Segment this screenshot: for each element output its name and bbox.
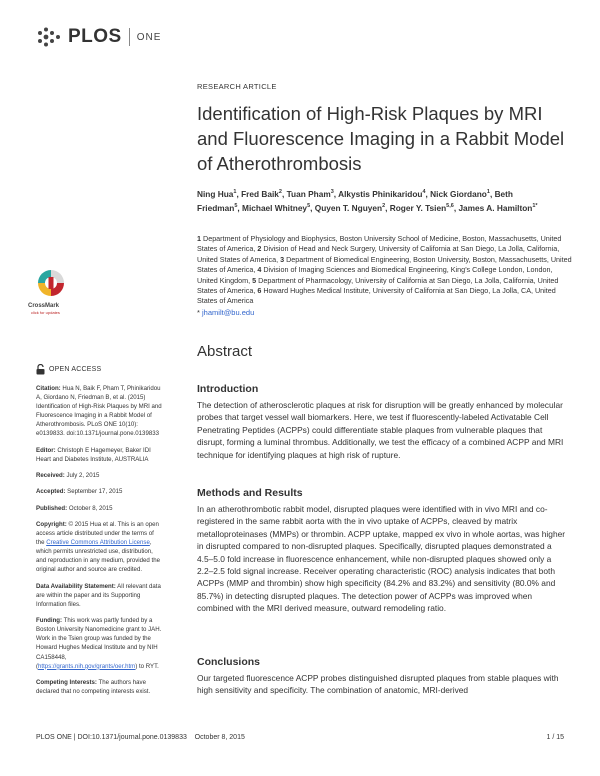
conclusions-text: Our targeted fluorescence ACPP probes distinguished disrupted plaques from stable plaques with high sensitivity and specificity. The combination of anatomic, MRI-derived bbox=[197, 673, 559, 696]
journal-name: ONE bbox=[136, 31, 162, 43]
plos-dots-icon bbox=[36, 27, 64, 47]
author-affiliation-mark: 3 bbox=[330, 189, 334, 195]
copyright-block: Copyright: © 2015 Hua et al. This is an open access article distributed under the terms of the Creative Commons Attribution License, which permits unrestricted use, distribution, and reproduction in any medium, provided the original author and source are credited. bbox=[36, 520, 160, 574]
affiliation-text: Department of Biomedical Engineering, Boston University, Boston, Massachusetts, United States of America, bbox=[197, 254, 572, 275]
introduction-heading: Introduction bbox=[197, 383, 259, 395]
article-type: RESEARCH ARTICLE bbox=[197, 82, 277, 91]
accepted-block: Accepted: September 17, 2015 bbox=[36, 488, 123, 496]
author-name: Nick Giordano bbox=[430, 188, 487, 199]
open-access-label: OPEN ACCESS bbox=[49, 365, 102, 373]
open-lock-icon bbox=[36, 364, 45, 375]
cc-license-link[interactable]: Creative Commons Attribution License bbox=[46, 539, 150, 547]
author-name: Quyen T. Nguyen bbox=[314, 202, 383, 213]
author-affiliation-mark: 1 bbox=[486, 189, 490, 195]
published-block: Published: October 8, 2015 bbox=[36, 504, 113, 512]
author-affiliation-mark: 5 bbox=[307, 203, 311, 210]
editor-block: Editor: Christoph E Hagemeyer, Baker IDI Heart and Diabetes Institute, AUSTRALIA bbox=[36, 446, 151, 463]
received-block: Received: July 2, 2015 bbox=[36, 472, 100, 480]
author-name: Alkystis Phinikaridou bbox=[338, 188, 423, 199]
affiliation-number: 1 bbox=[197, 234, 203, 243]
affiliation-text: Howard Hughes Medical Institute, University of California at San Diego, La Jolla, CA, United States of America bbox=[197, 286, 556, 306]
author-name: Michael Whitney bbox=[242, 202, 308, 213]
author-affiliation-mark: 1* bbox=[532, 203, 538, 210]
crossmark-sublabel[interactable]: click for updates bbox=[31, 310, 60, 315]
author-name: Fred Baik bbox=[241, 188, 279, 199]
affiliation-text: Division of Imaging Sciences and Biomedical Engineering, King’s College London, London, United Kingdom, bbox=[197, 265, 553, 285]
corresponding-mark: * bbox=[197, 308, 200, 317]
author-affiliation-mark: 5 bbox=[234, 203, 238, 210]
author-affiliation-mark: 4 bbox=[422, 189, 426, 195]
funding-link[interactable]: https://grants.nih.gov/grants/oer.htm bbox=[38, 662, 136, 670]
author-name: Beth Friedman bbox=[197, 188, 513, 213]
page-number: 1 / 15 bbox=[546, 734, 564, 741]
author-name: Tuan Pham bbox=[286, 188, 331, 199]
footer-citation bbox=[36, 734, 245, 741]
author-affiliation-mark: 5,6 bbox=[446, 203, 454, 210]
affiliation-text: Division of Head and Neck Surgery, University of California at San Diego, La Jolla, California, United States of America, bbox=[197, 244, 560, 264]
author-affiliation-mark: 2 bbox=[278, 189, 282, 195]
crossmark-icon[interactable] bbox=[36, 268, 66, 302]
affiliation-text: Department of Pharmacology, University of California at San Diego, La Jolla, California, United States of America, bbox=[197, 275, 559, 296]
author-name: James A. Hamilton bbox=[458, 202, 533, 213]
abstract-heading: Abstract bbox=[197, 343, 253, 360]
competing-interests-block: Competing Interests: The authors have declared that no competing interests exist. bbox=[36, 678, 151, 696]
logo-divider bbox=[129, 28, 130, 46]
author-name: Ning Hua bbox=[197, 188, 234, 199]
author-affiliation-mark: 1 bbox=[233, 189, 237, 195]
affiliation-number: 6 bbox=[257, 286, 264, 296]
methods-heading: Methods and Results bbox=[197, 487, 303, 499]
affiliation-text: Department of Physiology and Biophysics, Boston University School of Medicine, Boston, Massachusetts, United States of America, bbox=[197, 234, 562, 254]
conclusions-heading: Conclusions bbox=[197, 656, 261, 668]
footer-date: October 8, 2015 bbox=[194, 734, 245, 741]
author-list: Ning Hua$^1$, Fred Baik$^2$, Tuan Pham$^3$, Alkystis Phinikaridou$^4$, Nick Giordano$^1$, Beth Friedman$^5$, Michael Whitney$^5$, Quyen T. Nguyen$^2$, Roger Y. Tsien$^{5,6}$, James A. Hamilton$^{1*}$ bbox=[197, 188, 538, 213]
corresponding-author bbox=[197, 308, 254, 317]
journal-logo bbox=[36, 26, 161, 48]
methods-text: In an atherothrombotic rabbit model, disrupted plaques were identified with in vivo MRI and co-registered in the same rabbit aorta with the in vivo uptake of ACPPs, cleaved by matrix metalloproteinases (MMPs) or thrombin. ACPP uptake, mapped ex vivo in whole aortas, was higher in disrupted compared to non-disrupted plaques. Specifically, disrupted plaques demonstrated a 4.5–5.0 fold increase in fluorescence enhancement, while non-disrupted plaques showed only a 2.2–2.5 fold signal increase. Receiver operating characteristic (ROC) analysis indicates that both ACPPs (MMP and thrombin) show high specificity (84.2% and 83.2%) and sensitivity (80.0% and 85.7%) in detecting disrupted plaques. The detection power of ACPPs was improved when combined with the MRI derived measure, outward remodeling ratio. bbox=[197, 504, 566, 614]
affiliation-number: 5 bbox=[252, 275, 259, 285]
affiliations bbox=[197, 234, 572, 307]
citation-block: Citation: Hua N, Baik F, Pham T, Phinikaridou A, Giordano N, Friedman B, et al. (2015) Identification of High-Risk Plaques by MRI and Fluorescence Imaging in a Rabbit Model of Atherothrombosis. PLoS ONE 10(10): e0139833. doi:10.1371/journal.pone.0139833 bbox=[36, 385, 162, 438]
affiliation-number: 3 bbox=[280, 254, 287, 264]
article-title: Identification of High-Risk Plaques by MRI and Fluorescence Imaging in a Rabbit Model of Atherothrombosis bbox=[197, 103, 565, 174]
corresponding-email-link[interactable]: jhamilt@bu.edu bbox=[202, 308, 255, 317]
introduction-text: The detection of atherosclerotic plaques at risk for disruption will be greatly enhanced by molecular probes that target vessel wall biomarkers. Here, we test if fluorescently-labeled Activatable Cell Penetrating Peptides (ACPPs) could differentiate stable plaques from vulnerable plaques that disrupt, forming a luminal thrombus. Additionally, we test the efficacy of a combined ACPP and MRI technique for identifying plaques at high risk of rupture. bbox=[197, 400, 564, 460]
data-availability-block: Data Availability Statement: All relevant data are within the paper and its Supporting Information files. bbox=[36, 582, 161, 608]
author-affiliation-mark: 2 bbox=[382, 203, 386, 210]
affiliation-number: 2 bbox=[257, 244, 264, 254]
funding-block: Funding: This work was partly funded by a Boston University Nanomedicine grant to JAH. Work in the Tsien group was funded by the Howard Hughes Medical Institute and by NIH CA158448, (https://grants.nih.gov/grants/oer.htm) to RYT. bbox=[36, 617, 162, 670]
affiliation-number: 4 bbox=[257, 265, 264, 275]
logo-wordmark: PLOS bbox=[68, 26, 122, 47]
crossmark-label[interactable]: CrossMark bbox=[28, 303, 60, 309]
article-info-sidebar bbox=[36, 364, 163, 703]
open-access-row bbox=[36, 364, 163, 375]
author-name: Roger Y. Tsien bbox=[389, 202, 447, 213]
footer-doi: PLOS ONE | DOI:10.1371/journal.pone.0139833 bbox=[36, 734, 187, 741]
